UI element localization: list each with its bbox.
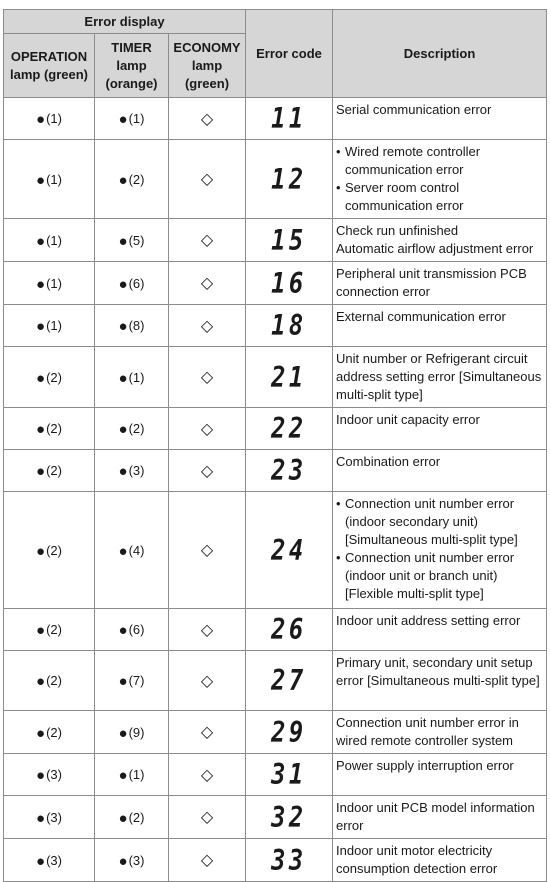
blink-count: (1) [46,111,62,126]
error-code-value: 16 [271,266,307,300]
error-rows [4,98,547,882]
error-code-cell [246,450,333,492]
timer-lamp-cell [95,796,169,839]
description-line: Check run unfinished [336,223,459,238]
lamp-on-icon: ● [118,673,128,690]
blink-count: (3) [128,852,145,868]
table-row [4,262,547,305]
lamp-on-icon: ● [118,767,128,784]
description-list [336,143,542,215]
table-row [4,651,547,711]
timer-lamp-cell [95,839,169,882]
lamp-on-icon: ● [36,809,46,827]
table-row [4,408,547,450]
blink-count: (1) [128,369,145,385]
blink-count: (9) [128,724,145,740]
error-code-value: 33 [271,843,307,877]
error-code-value: 18 [271,309,307,342]
lamp-on-icon: ● [118,724,128,742]
blink-count: (2) [128,171,145,187]
error-code-cell [246,651,333,711]
error-code-cell [246,347,333,408]
lamp-on-icon: ● [36,232,46,250]
diamond-icon: ◇ [200,232,214,249]
error-code-cell [246,796,333,839]
blink-count: (3) [46,767,62,782]
operation-lamp-cell [4,754,95,796]
operation-lamp-cell [4,492,95,609]
error-code-value: 24 [271,533,307,567]
error-code-cell [246,140,333,219]
timer-lamp-cell [95,651,169,711]
description-cell [333,711,547,754]
table-row [4,711,547,754]
blink-count: (1) [128,767,145,782]
description-line: Serial communication error [336,102,492,117]
description-cell [333,98,547,140]
blink-count: (1) [46,275,62,291]
diamond-icon: ◇ [200,621,214,639]
description-line: Indoor unit address setting error [336,613,521,628]
blink-count: (2) [46,369,62,385]
description-line: Power supply interruption error [336,758,514,773]
table-row [4,347,547,408]
operation-lamp-cell [4,450,95,492]
description-line: Primary unit, secondary unit setup error [Simultaneous multi-split type] [336,655,540,688]
lamp-on-icon: ● [118,171,128,189]
economy-lamp-cell [169,839,246,882]
lamp-on-icon: ● [118,542,128,560]
blink-count: (1) [46,318,62,333]
lamp-on-icon: ● [36,275,46,293]
error-code-cell [246,492,333,609]
lamp-on-icon: ● [36,852,46,870]
blink-count: (2) [46,622,62,637]
description-line: Indoor unit PCB model information error [336,800,535,833]
description-list [336,495,542,603]
description-bullet: • Connection unit number error (indoor secondary unit) [Simultaneous multi-split type] [336,495,542,549]
description-line: Combination error [336,454,441,469]
economy-lamp-cell [169,219,246,262]
lamp-on-icon: ● [118,809,128,827]
lamp-on-icon: ● [118,369,128,387]
lamp-on-icon: ● [118,421,128,438]
blink-count: (2) [46,463,62,478]
description-line: Connection unit number error in wired remote controller system [336,715,519,748]
error-display-header: Error display [4,10,246,34]
blink-count: (7) [128,673,145,688]
blink-count: (6) [128,275,145,291]
timer-lamp-cell [95,98,169,140]
description-cell [333,140,547,219]
table-row [4,219,547,262]
error-code-value: 27 [271,664,307,697]
description-line: Indoor unit capacity error [336,412,480,427]
error-code-cell [246,839,333,882]
lamp-on-icon: ● [118,232,128,250]
error-code-value: 22 [271,412,307,445]
description-line: Indoor unit motor electricity consumption detection error [336,843,498,876]
blink-count: (3) [46,852,62,868]
operation-lamp-cell [4,219,95,262]
economy-lamp-cell [169,492,246,609]
table-row [4,839,547,882]
description-cell [333,262,547,305]
table-row [4,609,547,651]
operation-lamp-cell [4,98,95,140]
error-code-value: 29 [271,715,307,749]
diamond-icon: ◇ [200,420,214,438]
timer-lamp-cell [95,140,169,219]
description-header: Description [333,10,547,98]
error-code-value: 23 [271,454,307,487]
economy-lamp-cell [169,609,246,651]
description-line: Automatic airflow adjustment error [336,241,534,256]
diamond-icon: ◇ [200,110,214,128]
blink-count: (1) [46,232,62,248]
timer-lamp-cell [95,219,169,262]
diamond-icon: ◇ [200,852,214,869]
operation-lamp-cell [4,262,95,305]
diamond-icon: ◇ [200,171,214,188]
error-code-cell [246,609,333,651]
diamond-icon: ◇ [200,809,214,826]
economy-lamp-cell [169,408,246,450]
lamp-on-icon: ● [36,318,46,335]
description-cell [333,408,547,450]
timer-lamp-cell [95,408,169,450]
economy-lamp-cell [169,711,246,754]
error-code-cell [246,408,333,450]
diamond-icon: ◇ [200,724,214,741]
timer-lamp-header: TIMER lamp (orange) [95,34,169,98]
description-line: Unit number or Refrigerant circuit address setting error [Simultaneous multi-split type] [336,351,542,402]
operation-lamp-header: OPERATION lamp (green) [4,34,95,98]
timer-lamp-cell [95,609,169,651]
operation-lamp-cell [4,408,95,450]
operation-lamp-cell [4,839,95,882]
timer-lamp-cell [95,450,169,492]
diamond-icon: ◇ [200,369,214,386]
blink-count: (8) [128,318,145,333]
description-bullet: • Wired remote controller communication error [336,143,542,179]
error-code-cell [246,754,333,796]
table-row [4,305,547,347]
description-bullet: • Server room control communication error [336,179,542,215]
lamp-on-icon: ● [36,767,46,784]
operation-lamp-cell [4,609,95,651]
description-cell [333,219,547,262]
blink-count: (5) [128,232,145,248]
lamp-on-icon: ● [36,673,46,690]
description-cell [333,347,547,408]
lamp-on-icon: ● [118,318,128,335]
timer-lamp-cell [95,711,169,754]
error-code-cell [246,305,333,347]
timer-lamp-cell [95,347,169,408]
lamp-on-icon: ● [36,421,46,438]
lamp-on-icon: ● [118,852,128,870]
economy-lamp-cell [169,754,246,796]
error-code-value: 12 [271,162,307,196]
lamp-on-icon: ● [36,724,46,742]
table-row [4,140,547,219]
economy-lamp-cell [169,262,246,305]
description-bullet: • Connection unit number error (indoor unit or branch unit) [Flexible multi-split type] [336,549,542,603]
economy-lamp-cell [169,347,246,408]
table-row [4,754,547,796]
blink-count: (2) [46,542,62,558]
description-cell [333,651,547,711]
error-code-cell [246,711,333,754]
blink-count: (2) [46,724,62,740]
lamp-on-icon: ● [36,622,46,639]
description-cell [333,450,547,492]
timer-lamp-cell [95,305,169,347]
error-code-value: 31 [271,758,307,791]
error-code-value: 11 [271,102,307,135]
error-code-value: 15 [271,223,307,257]
economy-lamp-header: ECONOMY lamp (green) [169,34,246,98]
table-row [4,492,547,609]
lamp-on-icon: ● [36,111,46,128]
lamp-on-icon: ● [118,111,128,128]
lamp-on-icon: ● [36,542,46,560]
operation-lamp-cell [4,347,95,408]
description-cell [333,839,547,882]
diamond-icon: ◇ [200,542,214,559]
lamp-on-icon: ● [118,622,128,639]
operation-lamp-cell [4,711,95,754]
blink-count: (4) [128,542,145,558]
error-code-cell [246,219,333,262]
description-line: Peripheral unit transmission PCB connection error [336,266,527,299]
blink-count: (2) [46,673,62,688]
economy-lamp-cell [169,450,246,492]
description-cell [333,609,547,651]
error-code-value: 21 [271,360,307,394]
diamond-icon: ◇ [200,275,214,292]
economy-lamp-cell [169,651,246,711]
operation-lamp-cell [4,305,95,347]
blink-count: (2) [46,421,62,436]
lamp-on-icon: ● [36,369,46,387]
blink-count: (1) [46,171,62,187]
blink-count: (2) [128,809,145,825]
error-code-table [3,9,547,882]
blink-count: (3) [46,809,62,825]
table-row [4,450,547,492]
lamp-on-icon: ● [36,171,46,189]
error-code-value: 32 [271,800,307,834]
diamond-icon: ◇ [200,317,214,335]
description-line: External communication error [336,309,506,324]
timer-lamp-cell [95,262,169,305]
diamond-icon: ◇ [200,766,214,784]
blink-count: (1) [128,111,145,126]
timer-lamp-cell [95,754,169,796]
diamond-icon: ◇ [200,672,214,690]
description-cell [333,796,547,839]
economy-lamp-cell [169,98,246,140]
diamond-icon: ◇ [200,462,214,480]
error-code-cell [246,262,333,305]
error-code-cell [246,98,333,140]
blink-count: (3) [128,463,145,478]
error-code-header: Error code [246,10,333,98]
economy-lamp-cell [169,305,246,347]
lamp-on-icon: ● [36,463,46,480]
table-row [4,796,547,839]
economy-lamp-cell [169,796,246,839]
description-cell [333,492,547,609]
timer-lamp-cell [95,492,169,609]
economy-lamp-cell [169,140,246,219]
lamp-on-icon: ● [118,275,128,293]
operation-lamp-cell [4,651,95,711]
blink-count: (2) [128,421,145,436]
operation-lamp-cell [4,140,95,219]
error-code-value: 26 [271,613,307,646]
blink-count: (6) [128,622,145,637]
lamp-on-icon: ● [118,463,128,480]
description-cell [333,305,547,347]
description-cell [333,754,547,796]
operation-lamp-cell [4,796,95,839]
table-row [4,98,547,140]
